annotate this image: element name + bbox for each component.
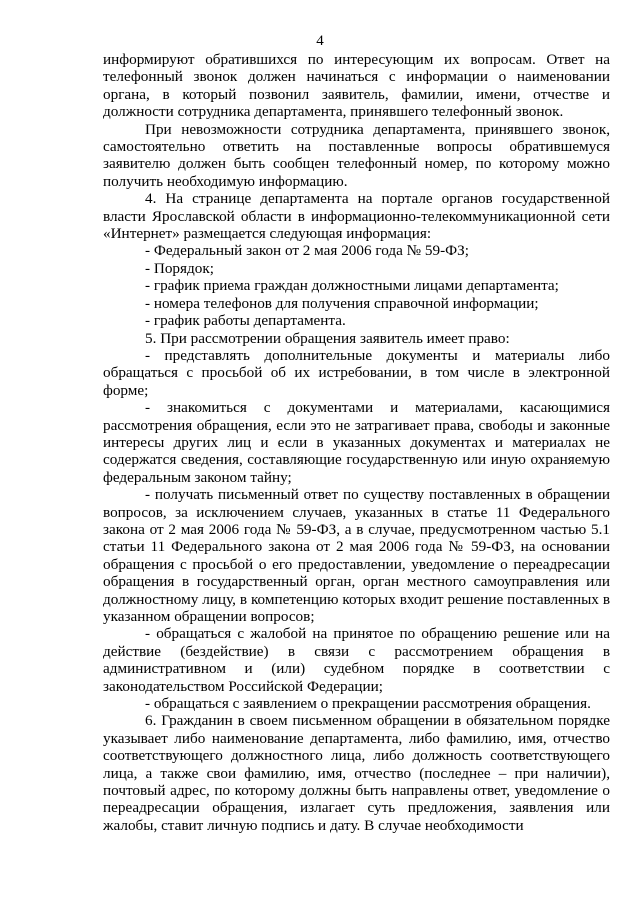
- list-item-complaint: - обращаться с жалобой на принятое по обращению решение или на действие (бездействие) в связи с рассмотрением обращения в административном и (или) судебном порядке в соответствии с законодательством Российской Федерации;: [103, 625, 610, 695]
- paragraph-section-5: 5. При рассмотрении обращения заявитель имеет право:: [145, 329, 510, 347]
- paragraph-section-4: 4. На странице департамента на портале органов государственной власти Ярославской области в информационно-телекоммуникационной сети «Интернет» размещается следующая информация:: [103, 190, 610, 243]
- list-item-written-answer: - получать письменный ответ по существу поставленных в обращении вопросов, за исключением случаев, указанных в статье 11 Федерального закона от 2 мая 2006 года № 59-ФЗ, а в случае, предусмотренном частью 5.1 статьи 11 Федерального закона от 2 мая 2006 года № 59-ФЗ, на основании обращения с просьбой о его предоставлении, уведомление о переадресации обращения в государственный орган, орган местного самоуправления или должностному лицу, в компетенцию которых входит решение поставленных в указанном обращении вопросов;: [103, 486, 610, 625]
- list-item-work-schedule: - график работы департамента.: [145, 312, 346, 330]
- list-item-phone-numbers: - номера телефонов для получения справочной информации;: [145, 294, 539, 312]
- list-item-review-materials: - знакомиться с документами и материалами, касающимися рассмотрения обращения, если это не затрагивает права, свободы и законные интересы других лиц и если в указанных документах и материалах не содержатся сведения, составляющие государственную или иную охраняемую федеральным законом тайну;: [103, 399, 610, 486]
- paragraph-call-redirect: При невозможности сотрудника департамента, принявшего звонок, самостоятельно ответить на поставленные вопросы обратившемуся заявителю должен быть сообщен телефонный номер, по которому можно получить необходимую информацию.: [103, 120, 610, 190]
- list-item-federal-law: - Федеральный закон от 2 мая 2006 года № 59-ФЗ;: [145, 242, 470, 260]
- list-item-submit-documents: - представлять дополнительные документы и материалы либо обращаться с просьбой об их истребовании, в том числе в электронной форме;: [103, 346, 610, 399]
- list-item-termination: - обращаться с заявлением о прекращении рассмотрения обращения.: [145, 695, 591, 713]
- paragraph-section-6: 6. Гражданин в своем письменном обращении в обязательном порядке указывает либо наименование департамента, либо фамилию, имя, отчество соответствующего должностного лица, либо должность соответствующего лица, а также свои фамилию, имя, отчество (последнее – при наличии), почтовый адрес, по которому должны быть направлены ответ, уведомление о переадресации обращения, излагает суть предложения, заявления или жалобы, ставит личную подпись и дату. В случае необходимости: [103, 712, 610, 834]
- page-number: 4: [316, 33, 324, 49]
- list-item-reception-schedule: - график приема граждан должностными лицами департамента;: [145, 277, 559, 295]
- paragraph-continuation: информируют обратившихся по интересующим их вопросам. Ответ на телефонный звонок должен начинаться с информации о наименовании органа, в который позвонил заявитель, фамилии, имени, отчестве и должности сотрудника департамента, принявшего телефонный звонок.: [103, 51, 610, 121]
- list-item-procedure: - Порядок;: [145, 259, 214, 277]
- document-body: [103, 51, 610, 834]
